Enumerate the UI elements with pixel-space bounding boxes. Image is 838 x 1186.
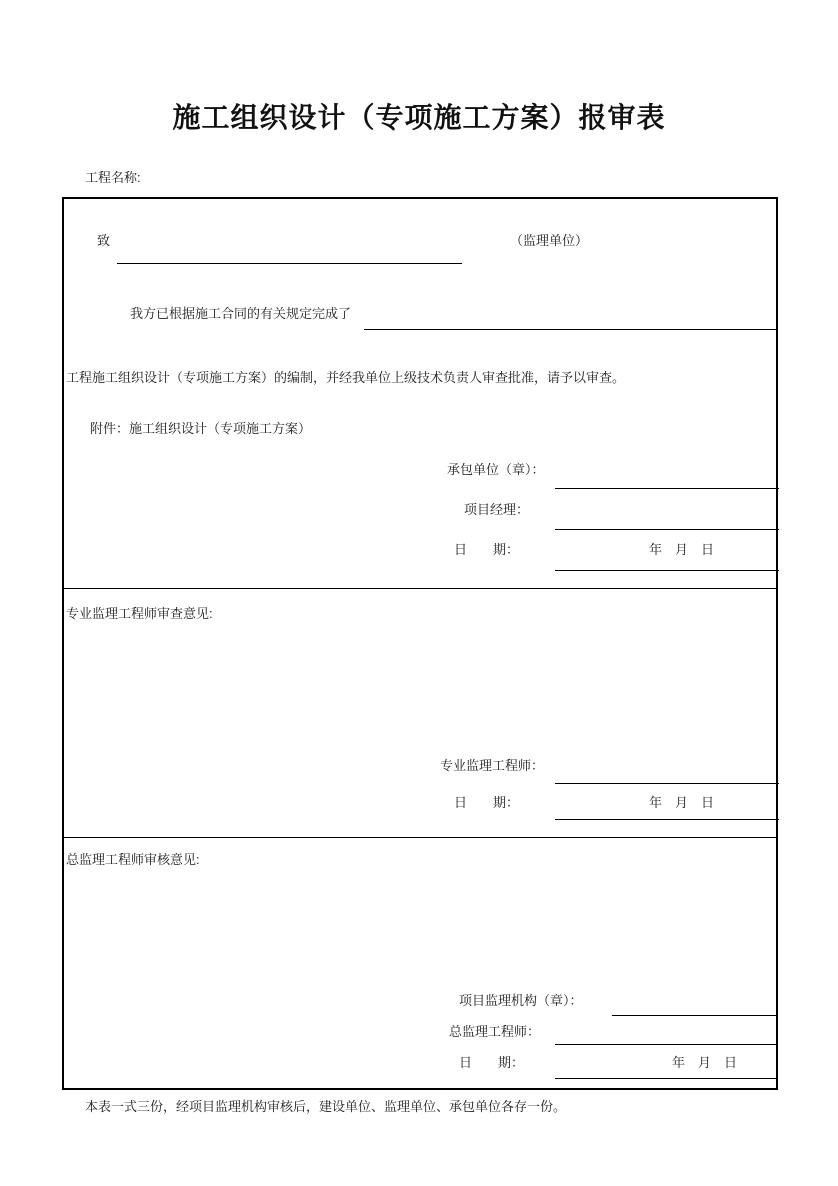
to-blank-field[interactable] xyxy=(117,263,462,264)
section-divider-2 xyxy=(64,837,776,838)
specialist-engineer-label: 专业监理工程师： xyxy=(440,758,545,773)
date-label-chief: 日 期： xyxy=(459,1055,525,1070)
statement-body: 工程施工组织设计（专项施工方案）的编制，并经我单位上级技术负责人审查批准，请予以审查。 xyxy=(66,370,626,385)
year-month-day-specialist: 年 月 日 xyxy=(649,795,715,810)
chief-engineer-field[interactable] xyxy=(555,1044,778,1045)
specialist-opinion-heading: 专业监理工程师审查意见: xyxy=(66,606,213,621)
specialist-engineer-field[interactable] xyxy=(555,783,779,784)
statement-prefix: 我方已根据施工合同的有关规定完成了 xyxy=(130,306,352,321)
project-manager-label: 项目经理： xyxy=(464,502,530,517)
project-name-label: 工程名称: xyxy=(85,170,141,185)
contractor-seal-label: 承包单位（章）： xyxy=(447,462,545,477)
to-label: 致 xyxy=(97,233,111,248)
form-box xyxy=(62,197,778,1090)
supervisor-unit-label: （监理单位） xyxy=(510,233,589,248)
year-month-day-chief: 年 月 日 xyxy=(672,1055,738,1070)
contractor-seal-field[interactable] xyxy=(555,488,779,489)
attachment-line: 附件：施工组织设计（专项施工方案） xyxy=(90,421,312,436)
date-label-specialist: 日 期： xyxy=(454,795,520,810)
date-field-specialist[interactable] xyxy=(555,819,779,820)
year-month-day-contractor: 年 月 日 xyxy=(649,542,715,557)
statement-blank-field[interactable] xyxy=(364,329,778,330)
project-manager-field[interactable] xyxy=(555,529,779,530)
supervision-org-seal-label: 项目监理机构（章）： xyxy=(459,993,583,1008)
date-label-contractor: 日 期： xyxy=(454,542,520,557)
date-field-contractor[interactable] xyxy=(555,570,779,571)
supervision-org-seal-field[interactable] xyxy=(612,1015,778,1016)
footer-note: 本表一式三份，经项目监理机构审核后，建设单位、监理单位、承包单位各存一份。 xyxy=(85,1099,567,1114)
page-title: 施工组织设计（专项施工方案）报审表 xyxy=(172,103,666,134)
section-divider-1 xyxy=(64,588,776,589)
chief-engineer-label: 总监理工程师： xyxy=(449,1024,541,1039)
chief-review-heading: 总监理工程师审核意见: xyxy=(66,852,200,867)
date-field-chief[interactable] xyxy=(555,1078,778,1079)
